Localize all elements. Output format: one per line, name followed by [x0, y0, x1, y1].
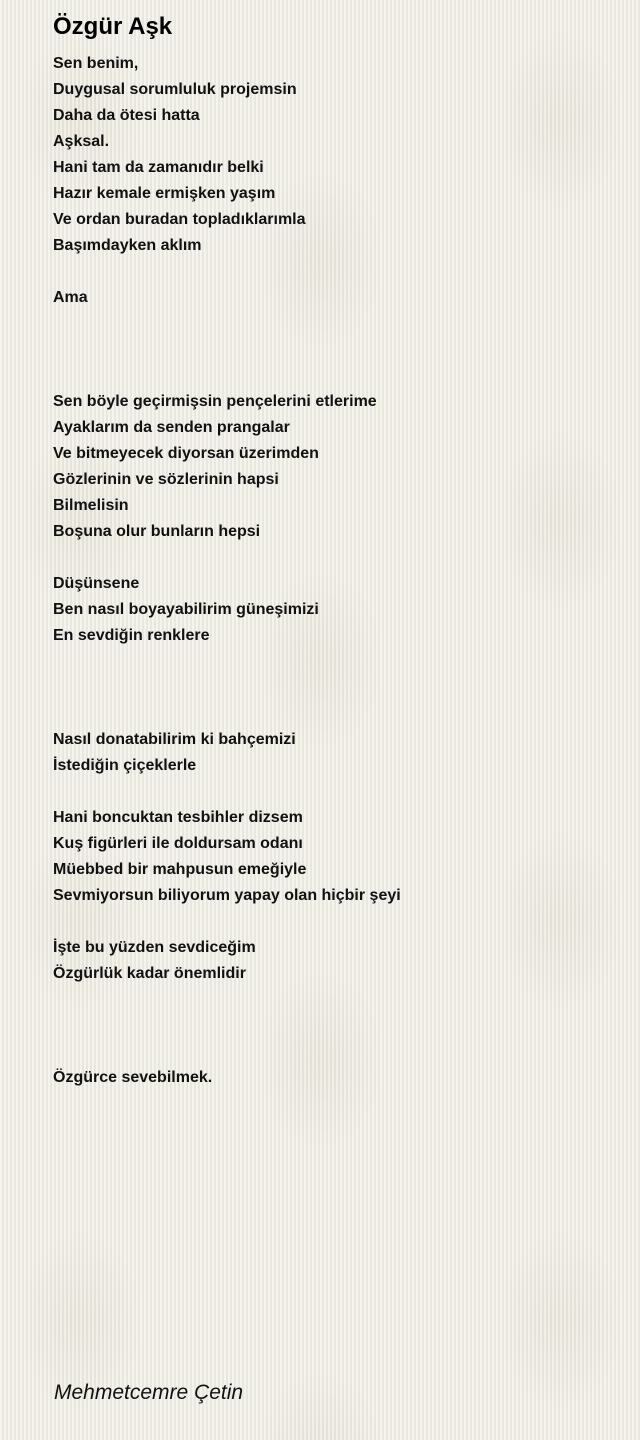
poem-title: Özgür Aşk [53, 13, 173, 40]
poem-line: Aşksal. [53, 133, 110, 150]
stanza-6 [53, 805, 401, 909]
poem-line: Düşünsene [53, 575, 140, 592]
stanza-break [53, 545, 401, 571]
poem-line: Duygusal sorumluluk projemsin [53, 81, 297, 98]
poem-line: Daha da ötesi hatta [53, 107, 200, 124]
poem-line: Sen böyle geçirmişsin pençelerini etlerime [53, 393, 377, 410]
poem-line: Kuş figürleri ile doldursam odanı [53, 835, 303, 852]
poem-line: Ve bitmeyecek diyorsan üzerimden [53, 445, 319, 462]
poem-body [53, 51, 401, 1091]
stanza-break [53, 909, 401, 935]
stanza-break [53, 311, 401, 389]
stanza-break [53, 649, 401, 727]
poem-line: İstediğin çiçeklerle [53, 757, 197, 774]
poem-line: Özgürce sevebilmek. [53, 1069, 213, 1086]
poem-line: Ama [53, 289, 88, 306]
stanza-7 [53, 935, 401, 987]
poem-line: Sen benim, [53, 55, 139, 72]
stanza-1 [53, 51, 401, 259]
poem-line: Gözlerinin ve sözlerinin hapsi [53, 471, 279, 488]
stanza-break [53, 779, 401, 805]
poem-line: İşte bu yüzden sevdiceğim [53, 939, 256, 956]
poem-line: Hani tam da zamanıdır belki [53, 159, 264, 176]
poem-line: Özgürlük kadar önemlidir [53, 965, 246, 982]
stanza-5 [53, 727, 401, 779]
stanza-3 [53, 389, 401, 545]
poem-line: Ayaklarım da senden prangalar [53, 419, 290, 436]
poem-line: Ve ordan buradan topladıklarımla [53, 211, 306, 228]
poem-line: En sevdiğin renklere [53, 627, 210, 644]
author-signature: Mehmetcemre Çetin [54, 1381, 244, 1404]
poem-line: Başımdayken aklım [53, 237, 202, 254]
poem-line: Boşuna olur bunların hepsi [53, 523, 261, 540]
stanza-4 [53, 571, 401, 649]
stanza-8 [53, 1065, 401, 1091]
poem-line: Müebbed bir mahpusun emeğiyle [53, 861, 307, 878]
poem-line: Ben nasıl boyayabilirim güneşimizi [53, 601, 319, 618]
poem-line: Nasıl donatabilirim ki bahçemizi [53, 731, 296, 748]
stanza-break [53, 259, 401, 285]
stanza-break [53, 987, 401, 1065]
poem-line: Hazır kemale ermişken yaşım [53, 185, 276, 202]
stanza-2 [53, 285, 401, 311]
poem-line: Sevmiyorsun biliyorum yapay olan hiçbir şeyi [53, 887, 401, 904]
poem-line: Bilmelisin [53, 497, 129, 514]
poem-line: Hani boncuktan tesbihler dizsem [53, 809, 303, 826]
